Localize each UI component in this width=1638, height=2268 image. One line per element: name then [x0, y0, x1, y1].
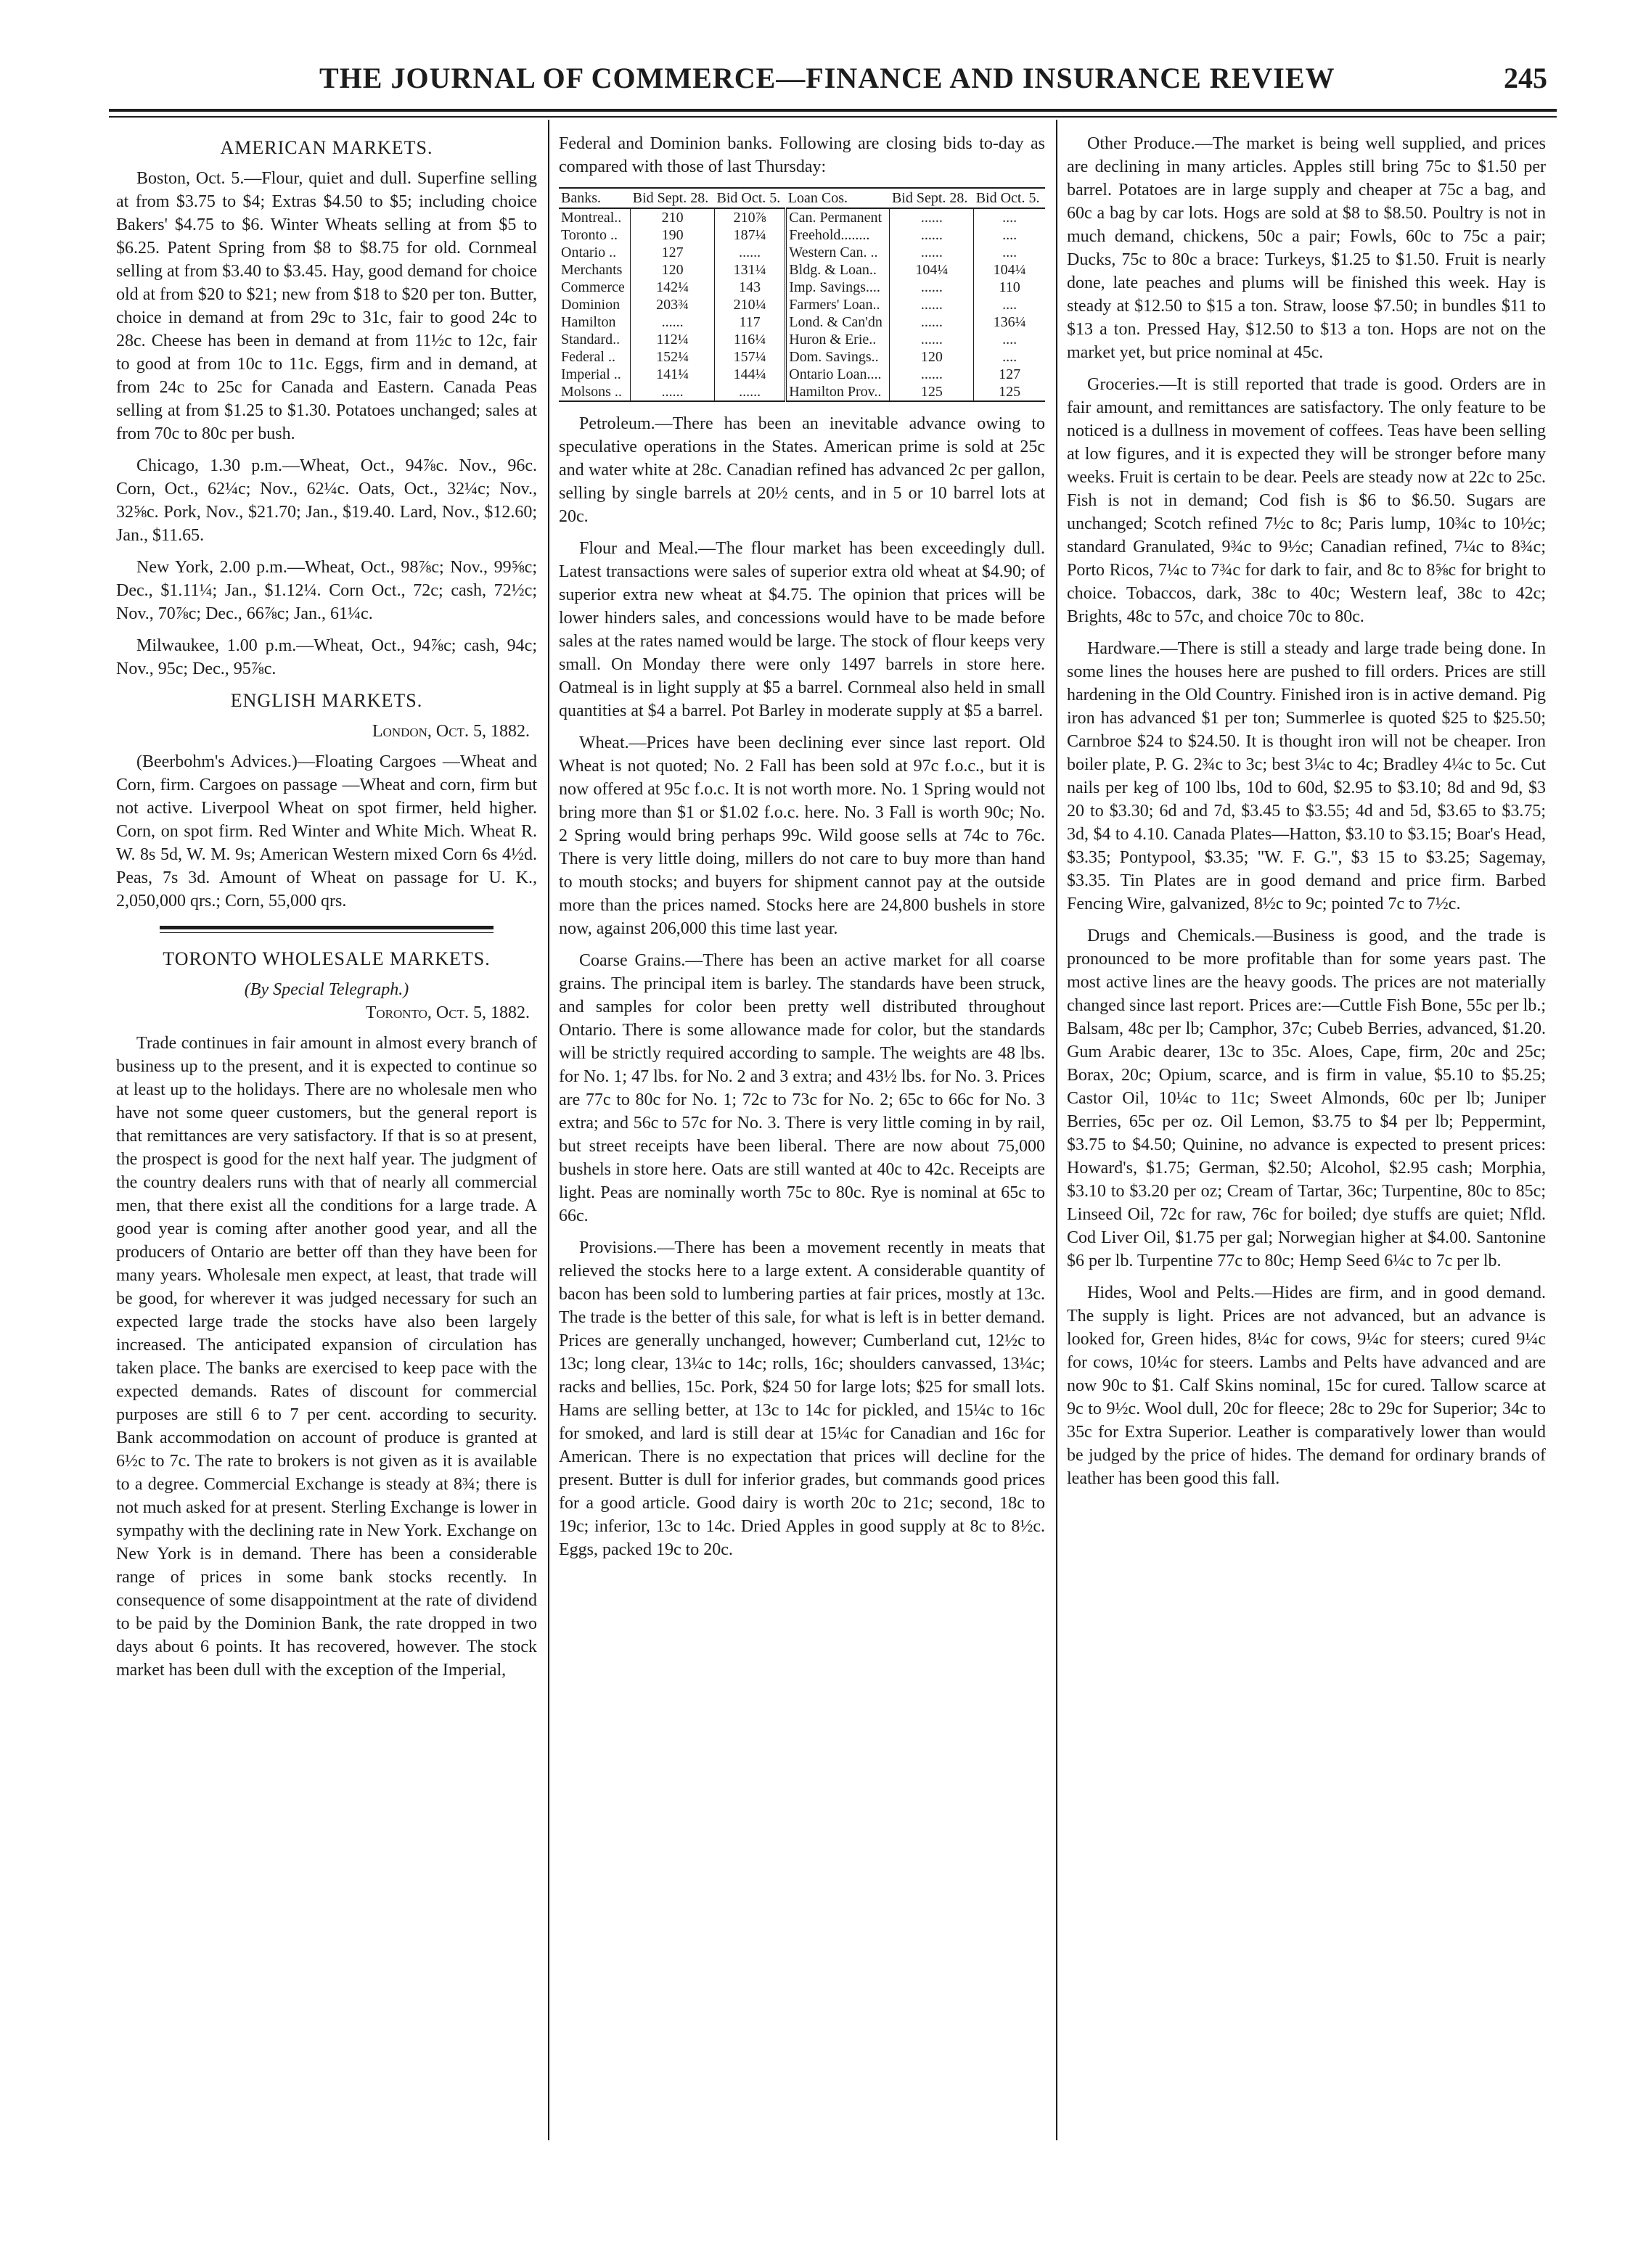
- table-cell: Montreal..: [561, 210, 622, 226]
- table-cell: Western Can. ..: [786, 244, 890, 261]
- paragraph-hardware: Hardware.—There is still a steady and large trade being done. In some lines the houses here are pushed to fill orders. Prices are still hardening in the Old Country. Finished iron is in active demand. Pig iron has advanced $1 per ton; Summerlee is quoted $25 to $25.50; Carnbroe $24 to $24.50. It is thought iron will not be cheaper. Iron boiler plate, P. G. 2¾c to 3c; best 3¼c to 4c; Bradley 4¼c to 5c. Cut nails per keg of 100 lbs, 10d to 60d, $2.95 to $3.10; 8d and 9d, $3 20 to $3.30; 6d and 7d, $3.45 to $3.55; 4d and 5d, $3.65 to $3.75; 3d, $4 to 4.10. Canada Plates—Hatton, $3.10 to $3.15; Boar's Head, $3.35; Pontypool, $3.35; "W. F. G.", $3 15 to $3.25; Sagemay, $3.35. Tin Plates are in good demand and price firm. Barbed Fencing Wire, galvanized, 8½c to 9c; pointed 7c to 7½c.: [1067, 639, 1546, 913]
- running-header: [87, 61, 1553, 104]
- paragraph-hides: Hides, Wool and Pelts.—Hides are firm, and in good demand. The supply is light. Prices are not advanced, but an advance is looked for, Green hides, 8¼c for cows, 9¼c for steers; cured 9¼c for cows, 10¼c for steers. Lambs and Pelts have advanced and are now 90c to $1. Calf Skins nominal, 15c for cured. Tallow scarce at 9c to 9½c. Wool dull, 20c for fleece; 28c to 29c for Superior; 34c to 35c for Extra Superior. Leather is comparatively lower than would be judged by the price of hides. The demand for ordinary brands of leather has been good this fall.: [1067, 1283, 1546, 1488]
- page-number: 245: [1504, 62, 1547, 94]
- header-rule: [109, 109, 1557, 112]
- table-row: [559, 261, 1045, 279]
- table-cell: Ontario ..: [561, 245, 617, 260]
- table-header: Bid Sept. 28.: [631, 188, 715, 208]
- table-cell: ......: [631, 383, 715, 401]
- table-cell: 120: [890, 348, 974, 366]
- table-cell: Can. Permanent: [786, 208, 890, 226]
- table-cell: ......: [890, 313, 974, 331]
- table-cell: 210: [631, 208, 715, 226]
- table-cell: Hamilton: [561, 314, 616, 330]
- table-row: [559, 313, 1045, 331]
- table-row: [559, 279, 1045, 296]
- section-heading: TORONTO WHOLESALE MARKETS.: [163, 948, 491, 969]
- section-heading: ENGLISH MARKETS.: [230, 690, 423, 711]
- table-cell: Molsons ..: [559, 383, 631, 401]
- table-cell: ......: [890, 331, 974, 348]
- table-cell: ....: [974, 244, 1045, 261]
- column-3: [1067, 132, 1546, 1499]
- table-cell: 157¼: [715, 348, 786, 366]
- column-rule: [548, 120, 549, 2140]
- table-header: Bid Oct. 5.: [974, 188, 1045, 208]
- table-cell: ......: [890, 244, 974, 261]
- paragraph-groceries: Groceries.—It is still reported that trade is good. Orders are in fair amount, and remittances are satisfactory. The only feature to be noticed is a dullness in movement of coffees. Teas have been selling at low figures, and it is expected they will be stronger before many weeks. Fruit is certain to be dear. Peels are steady now at 22c to 25c. Fish is not in demand; Cod fish is $6 to $6.50. Sugars are unchanged; Scotch refined 7½c to 8c; Paris lump, 10¾c to 10½c; standard Granulated, 9¾c to 9½c; Canadian refined, 7¼c to 8¾c; Porto Ricos, 7¼c to 7¾c for dark to fair, and 8c to 8⅝c for bright to choice. Tobaccos, dark, 38c to 40c; Western leaf, 38c to 42c; Brights, 48c to 57c, and choice 70c to 80c.: [1067, 375, 1546, 626]
- dateline: London, Oct. 5, 1882.: [372, 722, 530, 741]
- table-header: Bid Sept. 28.: [890, 188, 974, 208]
- table-row: [559, 296, 1045, 313]
- table-cell: Farmers' Loan..: [786, 296, 890, 313]
- table-cell: Huron & Erie..: [786, 331, 890, 348]
- table-cell: 127: [631, 244, 715, 261]
- table-cell: Freehold........: [786, 226, 890, 244]
- table-cell: 125: [974, 383, 1045, 401]
- table-cell: ......: [890, 279, 974, 296]
- table-cell: ....: [974, 208, 1045, 226]
- section-heading: AMERICAN MARKETS.: [220, 137, 433, 158]
- table-cell: ......: [890, 208, 974, 226]
- table-cell: Merchants: [561, 262, 623, 278]
- paragraph-milwaukee: Milwaukee, 1.00 p.m.—Wheat, Oct., 94⅞c; cash, 94c; Nov., 95c; Dec., 95⅞c.: [116, 636, 537, 678]
- table-cell: 117: [715, 313, 786, 331]
- table-cell: Dominion: [561, 297, 621, 313]
- table-cell: 120: [631, 261, 715, 279]
- column-rule: [1056, 120, 1057, 2140]
- table-cell: Lond. & Can'dn: [786, 313, 890, 331]
- table-cell: Dom. Savings..: [786, 348, 890, 366]
- table-cell: Toronto ..: [561, 227, 618, 243]
- column-2: [559, 132, 1045, 1570]
- table-cell: 112¼: [631, 331, 715, 348]
- paragraph-provisions: Provisions.—There has been a movement recently in meats that relieved the stocks here to a large extent. A considerable quantity of bacon has been sold to lumbering parties at fair prices, mostly at 13c. The trade is the better of this sale, for what is left is in better demand. Prices are generally unchanged, however; Cumberland cut, 12½c to 13c; long clear, 13¼c to 14c; rolls, 16c; shoulders canvassed, 13¼c; racks and bellies, 15c. Pork, $24 50 for large lots; $25 for small lots. Hams are selling better, at 13c to 14c for pickled, and 15¼c to 16c for smoked, and lard is still dear at 15¼c for Canadian and 16c for American. There is no expectation that prices will decline for the present. Butter is dull for inferior grades, but commands good prices for a good article. Good dairy is worth 20c to 21c; second, 18c to 19c; inferior, 13c to 14c. Dried Apples in good supply at 8c to 8½c. Eggs, packed 19c to 20c.: [559, 1238, 1045, 1559]
- table-cell: Hamilton Prov..: [786, 383, 890, 401]
- paragraph-intro: Federal and Dominion banks. Following are closing bids to-day as compared with those of last Thursday:: [559, 134, 1045, 176]
- table-cell: ......: [890, 366, 974, 383]
- table-row: [559, 331, 1045, 348]
- table-body: [559, 208, 1045, 401]
- table-cell: 116¼: [715, 331, 786, 348]
- table-cell: ....: [974, 348, 1045, 366]
- table-cell: 203¾: [631, 296, 715, 313]
- paragraph-english: (Beerbohm's Advices.)—Floating Cargoes —Wheat and Corn, firm. Cargoes on passage —Wheat and corn, firm but not active. Liverpool Wheat on spot firmer, held higher. Corn, on spot firm. Red Winter and White Mich. Wheat R. W. 8s 5d, W. M. 9s; American Western mixed Corn 6s 4½d. Peas, 7s 3d. Amount of Wheat on passage for U. K., 2,050,000 qrs.; Corn, 55,000 qrs.: [116, 752, 537, 911]
- table-cell: 142¼: [631, 279, 715, 296]
- table-cell: 210⅞: [715, 208, 786, 226]
- table-header: Banks.: [559, 188, 631, 208]
- table-cell: 104¼: [974, 261, 1045, 279]
- table-cell: ......: [890, 226, 974, 244]
- table-row: [559, 348, 1045, 366]
- table-row: [559, 208, 1045, 226]
- table-row: [559, 366, 1045, 383]
- paragraph-boston: Boston, Oct. 5.—Flour, quiet and dull. Superfine selling at from $3.75 to $4; Extras $4.50 to $5; including choice Bakers' $4.75 to $6. Winter Wheats selling at from $5 to $6.25. Patent Spring from $8 to $8.75 for old. Cornmeal selling at from $3.40 to $3.45. Hay, good demand for choice old at from $20 to $21; new from $18 to $20 per ton. Butter, choice in demand at from 29c to 31c, fair to good 24c to 28c. Cheese has been in demand at from 11½c to 12c, fair to good at from 10c to 11c. Eggs, firm and in demand, at from 24c to 25c for Canada and Eastern. Canada Peas selling at from $1.25 to $1.30. Potatoes unchanged; sales at from 70c to 80c per bush.: [116, 169, 537, 443]
- paragraph-chicago: Chicago, 1.30 p.m.—Wheat, Oct., 94⅞c. Nov., 96c. Corn, Oct., 62¼c; Nov., 62¼c. Oats, Oct., 32¼c; Nov., 32⅝c. Pork, Nov., $21.70; Jan., $19.40. Lard, Nov., $12.60; Jan., $11.65.: [116, 456, 537, 545]
- table-cell: ....: [974, 226, 1045, 244]
- table-cell: 144¼: [715, 366, 786, 383]
- bank-bids-table: [559, 187, 1045, 402]
- table-cell: 210¼: [715, 296, 786, 313]
- table-cell: 104¼: [890, 261, 974, 279]
- table-cell: Ontario Loan....: [786, 366, 890, 383]
- table-row: [559, 226, 1045, 244]
- column-1: [116, 132, 537, 1690]
- table-row: [559, 244, 1045, 261]
- paragraph-coarse-grains: Coarse Grains.—There has been an active market for all coarse grains. The principal item is barley. The standards have been struck, and samples for color been pretty well distributed throughout Ontario. There is some allowance made for color, but the standards will be strictly required according to sample. The weights are 48 lbs. for No. 1; 47 lbs. for No. 2 and 3 extra; and 43½ lbs. for No. 3. Prices are 77c to 80c for No. 1; 72c to 73c for No. 2; 65c to 66c for No. 3 extra; and 56c to 57c for No. 3. There is very little coming in by rail, but street receipts have been liberal. There are now about 75,000 bushels in store here. Oats are still wanted at 40c to 42c. Receipts are light. Peas are nominally worth 75c to 80c. Rye is nominal at 65c to 66c.: [559, 951, 1045, 1225]
- dateline: Toronto, Oct. 5, 1882.: [365, 1003, 530, 1022]
- table-header: Bid Oct. 5.: [715, 188, 786, 208]
- journal-title: THE JOURNAL OF COMMERCE—FINANCE AND INSURANCE REVIEW: [319, 62, 1335, 94]
- table-cell: Standard..: [561, 332, 621, 348]
- table-cell: ......: [631, 313, 715, 331]
- paragraph-flour: Flour and Meal.—The flour market has been exceedingly dull. Latest transactions were sales of superior extra old wheat at $4.90; of superior extra new wheat at $4.75. The opinion that prices will be lower hinders sales, and concessions would have to be made before sales at the rates named would be large. The stock of flour keeps very small. On Monday there were only 1497 barrels in store here. Oatmeal is in light supply at $5 a barrel. Cornmeal also held in small quantities at $4 a barrel. Pot Barley in moderate supply at $5 a barrel.: [559, 539, 1045, 720]
- table-cell: ......: [715, 383, 786, 401]
- paragraph-newyork: New York, 2.00 p.m.—Wheat, Oct., 98⅞c; Nov., 99⅝c; Dec., $1.11¼; Jan., $1.12¼. Corn Oct., 72c; cash, 72½c; Nov., 70⅞c; Dec., 66⅞c; Jan., 61¼c.: [116, 558, 537, 623]
- table-cell: Federal ..: [561, 349, 615, 365]
- table-cell: 152¼: [631, 348, 715, 366]
- paragraph-toronto: Trade continues in fair amount in almost every branch of business up to the present, and it is expected to continue so at least up to the holidays. There are no wholesale men who have not some queer customers, but the general report is that remittances are very satisfactory. If that is so at present, the prospect is good for the next half year. The judgment of the country dealers runs with that of nearly all commercial men, that there exist all the conditions for a large trade. A good year is coming after another good year, and all the producers of Ontario are better off than they have been for many years. Wholesale men expect, at least, that trade will be good, for wherever it was judged necessary for such an expected large trade the stocks have also been largely increased. The anticipated expansion of circulation has taken place. The banks are exercised to keep pace with the expected demands. Rates of discount for commercial purposes are still 6 to 7 per cent. according to security. Bank accommodation on account of produce is granted at 6½c to 7c. The rate to brokers is not given as it is available to a degree. Commercial Exchange is steady at 8¾; there is not much asked for at present. Sterling Exchange is lower in sympathy with the declining rate in New York. Exchange on New York is in demand. There has been a considerable range of prices in some bank stocks recently. In consequence of some disappointment at the rate of dividend to be paid by the Dominion Bank, the rate dropped in two days about 6 points. It has recovered, however. The stock market has been dull with the exception of the Imperial,: [116, 1034, 537, 1680]
- section-divider: [160, 926, 494, 933]
- table-cell: ......: [890, 296, 974, 313]
- table-cell: 131¼: [715, 261, 786, 279]
- table-cell: Bldg. & Loan..: [786, 261, 890, 279]
- table-cell: Imp. Savings....: [786, 279, 890, 296]
- table-cell: 136¼: [974, 313, 1045, 331]
- table-row: [559, 383, 1045, 401]
- paragraph-other-produce: Other Produce.—The market is being well supplied, and prices are declining in many articles. Apples still bring 75c to $1.50 per barrel. Potatoes are in large supply and cheaper at 75c a bag, and 60c a bag by car lots. Hogs are sold at $8 to $8.50. Poultry is not in much demand, chickens, 50c a pair; Fowls, 60c to 75c a pair; Ducks, 75c to 80c a brace: Turkeys, $1.25 to $1.50. Fruit is nearly done, late peaches and plums will be finished this week. Hay is steady at $12.50 to $15 a ton. Straw, loose $7.50; in bundles $11 to $13 a ton. Pressed Hay, $12.50 to $13 a ton. Hops are not on the market yet, but price nominal at 45c.: [1067, 134, 1546, 362]
- table-cell: ....: [974, 296, 1045, 313]
- paragraph-petroleum: Petroleum.—There has been an inevitable advance owing to speculative operations in the States. American prime is sold at 25c and water white at 28c. Canadian refined has advanced 2c per gallon, selling by single barrels at 20½ cents, and in 5 or 10 barrel lots at 20c.: [559, 414, 1045, 526]
- table-cell: 127: [974, 366, 1045, 383]
- table-header-row: [559, 188, 1045, 208]
- paragraph-wheat: Wheat.—Prices have been declining ever since last report. Old Wheat is not quoted; No. 2 Fall has been sold at 97c f.o.c., but it is now offered at 95c f.o.c. It is not worth more. No. 1 Spring would not bring more than $1 or $1.02 f.o.c. here. No. 3 Fall is worth 90c; No. 2 Spring would bring perhaps 99c. Wild goose sells at 74c to 76c. There is very little doing, millers do not care to buy more than hand to mouth stocks; and buyers for shipment cannot pay at the outside more than the prices named. Stocks here are 24,800 bushels in store now, against 206,000 this time last year.: [559, 734, 1045, 938]
- table-cell: Imperial ..: [561, 366, 621, 382]
- header-rule-thin: [109, 116, 1557, 118]
- paragraph-drugs: Drugs and Chemicals.—Business is good, and the trade is pronounced to be more profitable than for some years past. The most active lines are the heavy goods. The prices are not materially changed since last report. Prices are:—Cuttle Fish Bone, 55c per lb.; Balsam, 48c per lb; Camphor, 37c; Cubeb Berries, advanced, $1.20. Gum Arabic dearer, 13c to 35c. Aloes, Cape, firm, 20c and 25c; Borax, 20c; Opium, scarce, and is firm in value, $5.10 to $5.25; Castor Oil, 10¼c to 11c; Sweet Almonds, 60c per lb; Juniper Berries, 65c per oz. Oil Lemon, $3.75 to $4 per lb; Peppermint, $3.75 to $4.50; Quinine, no advance is expected to present prices: Howard's, $1.75; German, $2.50; Alcohol, $2.95 cash; Morphia, $3.10 to $3.20 per oz; Cream of Tartar, 36c; Turpentine, 80c to 85c; Linseed Oil, 72c for raw, 76c for boiled; dye stuffs are quiet; Nfld. Cod Liver Oil, $1.75 per gal; Norwegian higher at $4.00. Santonine $6 per lb. Turpentine 77c to 80c; Hemp Seed 6¼c to 7c per lb.: [1067, 926, 1546, 1270]
- table-cell: 141¼: [631, 366, 715, 383]
- subheading: (By Special Telegraph.): [244, 980, 409, 999]
- table-cell: 187¼: [715, 226, 786, 244]
- table-cell: ....: [974, 331, 1045, 348]
- table-cell: ......: [715, 244, 786, 261]
- table-cell: Commerce: [561, 279, 625, 295]
- table-header: Loan Cos.: [786, 188, 890, 208]
- table-cell: 110: [974, 279, 1045, 296]
- table-cell: 143: [715, 279, 786, 296]
- table-cell: 125: [890, 383, 974, 401]
- table-cell: 190: [631, 226, 715, 244]
